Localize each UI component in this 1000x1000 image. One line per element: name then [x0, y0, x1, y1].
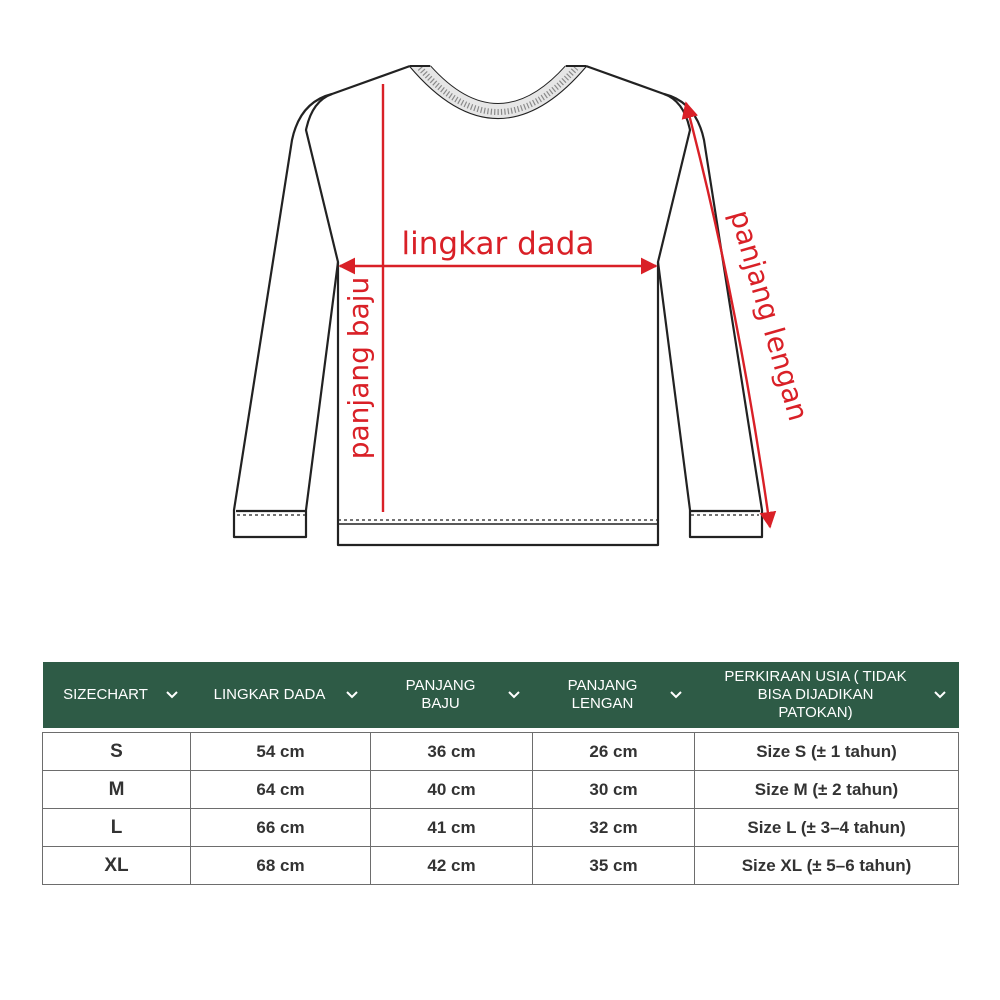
header-sizechart[interactable] [43, 662, 191, 728]
panjang-baju-cell: 42 cm [371, 847, 533, 885]
header-label: PATOKAN) [778, 704, 853, 721]
header-label: BAJU [421, 695, 460, 712]
chevron-down-icon[interactable] [345, 690, 359, 700]
table-header-row [43, 662, 959, 728]
sleeve-length-label: panjang lengan [723, 206, 815, 425]
size-cell: M [43, 771, 191, 809]
usia-cell: Size L (± 3–4 tahun) [695, 809, 959, 847]
chevron-down-icon[interactable] [933, 690, 947, 700]
table-row [43, 809, 959, 847]
table-row [43, 733, 959, 771]
usia-cell: Size XL (± 5–6 tahun) [695, 847, 959, 885]
header-label: PERKIRAAN USIA ( TIDAK [724, 668, 907, 685]
body-length-label: panjang baju [342, 276, 375, 460]
size-cell: L [43, 809, 191, 847]
panjang-lengan-cell: 32 cm [533, 809, 695, 847]
lingkar-dada-cell: 66 cm [191, 809, 371, 847]
right-sleeve [658, 94, 762, 537]
header-panjang-baju[interactable] [371, 662, 533, 728]
header-panjang-lengan[interactable] [533, 662, 695, 728]
lingkar-dada-cell: 54 cm [191, 733, 371, 771]
usia-cell: Size M (± 2 tahun) [695, 771, 959, 809]
header-perkiraan-usia[interactable] [695, 662, 959, 728]
panjang-baju-cell: 41 cm [371, 809, 533, 847]
lingkar-dada-cell: 64 cm [191, 771, 371, 809]
chevron-down-icon[interactable] [507, 690, 521, 700]
header-label: LENGAN [571, 695, 634, 712]
header-lingkar-dada[interactable] [191, 662, 371, 728]
chevron-down-icon[interactable] [669, 690, 683, 700]
chevron-down-icon[interactable] [165, 690, 179, 700]
header-label: BISA DIJADIKAN [757, 686, 874, 703]
table-row [43, 771, 959, 809]
size-cell: S [43, 733, 191, 771]
chest-label: lingkar dada [401, 226, 595, 262]
panjang-baju-cell: 36 cm [371, 733, 533, 771]
size-cell: XL [43, 847, 191, 885]
left-sleeve [234, 94, 338, 537]
size-chart-table [42, 662, 959, 885]
header-label: PANJANG [567, 677, 638, 694]
panjang-baju-cell: 40 cm [371, 771, 533, 809]
usia-cell: Size S (± 1 tahun) [695, 733, 959, 771]
panjang-lengan-cell: 35 cm [533, 847, 695, 885]
panjang-lengan-cell: 26 cm [533, 733, 695, 771]
panjang-lengan-cell: 30 cm [533, 771, 695, 809]
header-label: SIZECHART [63, 686, 148, 703]
collar [410, 66, 586, 118]
table-row [43, 847, 959, 885]
header-label: PANJANG [405, 677, 476, 694]
header-label: LINGKAR DADA [213, 686, 326, 703]
lingkar-dada-cell: 68 cm [191, 847, 371, 885]
tshirt-outline [234, 66, 762, 545]
